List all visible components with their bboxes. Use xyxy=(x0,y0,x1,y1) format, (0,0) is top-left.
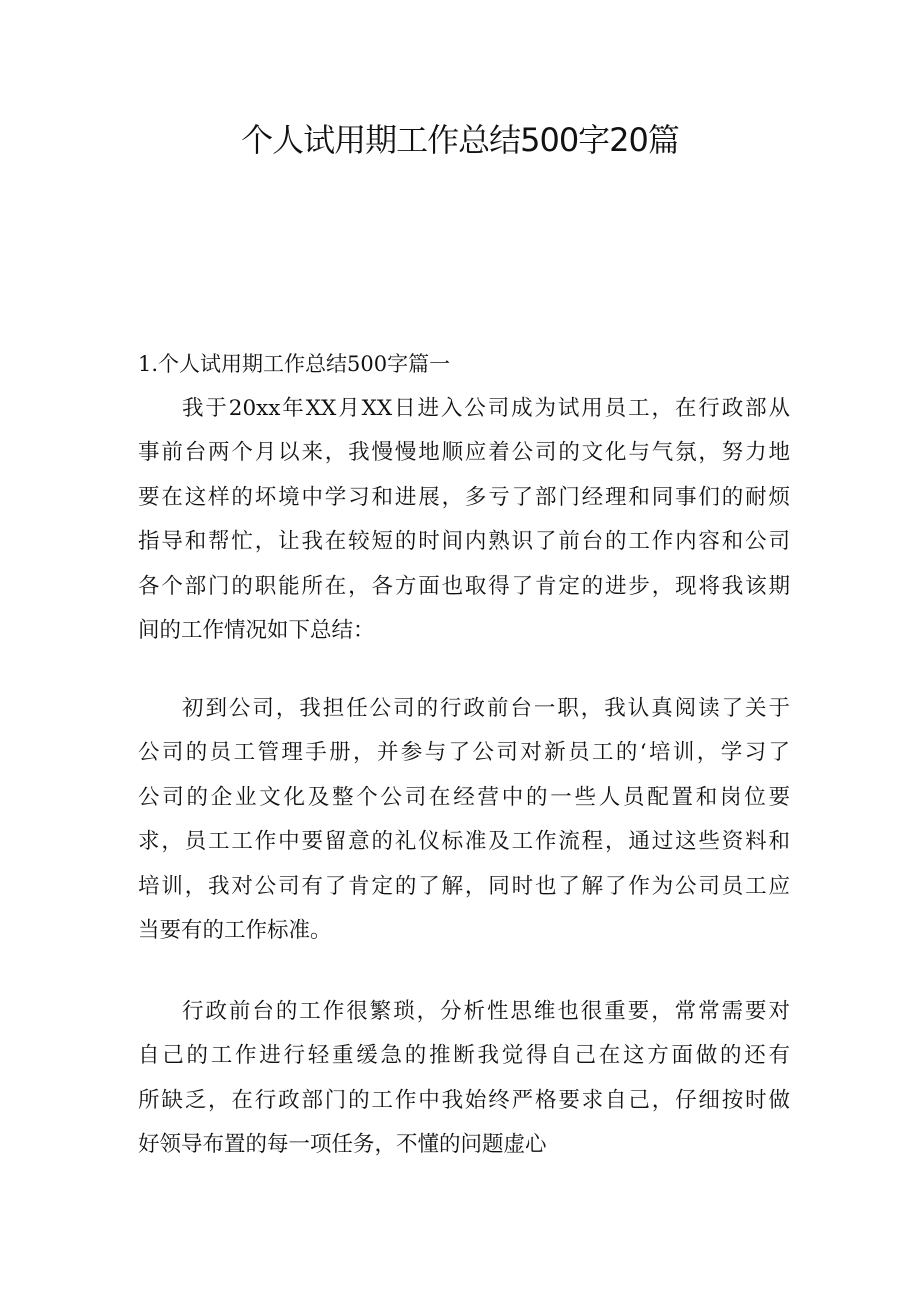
paragraph-line: 我于20xx年XX月XX日进入公司成为试用员工，在行政部从 xyxy=(182,396,790,421)
paragraph-line: 要在这样的坏境中学习和进展，多亏了部门经理和同事们的耐烦 xyxy=(138,484,790,510)
paragraph-line: 求，员工工作中要留意的礼仪标准及工作流程，通过这些资料和 xyxy=(138,829,790,855)
paragraph-3 xyxy=(138,990,790,1168)
paragraph-line: 所缺乏，在行政部门的工作中我始终严格要求自己，仔细按时做 xyxy=(138,1087,790,1113)
paragraph-line: 自己的工作进行轻重缓急的推断我觉得自己在这方面做的还有 xyxy=(138,1043,790,1069)
paragraph-line: 初到公司，我担任公司的行政前台一职，我认真阅读了关于 xyxy=(182,696,790,721)
paragraph-line: 指导和帮忙，让我在较短的时间内熟识了前台的工作内容和公司 xyxy=(138,529,790,555)
document-title: 个人试用期工作总结500字20篇 xyxy=(241,121,679,159)
paragraph-line: 公司的员工管理手册，并参与了公司对新员工的‘培训，学习了 xyxy=(138,740,790,766)
paragraph-line: 培训，我对公司有了肯定的了解，同时也了解了作为公司员工应 xyxy=(138,873,790,899)
paragraph-1 xyxy=(138,387,790,653)
paragraph-line: 行政前台的工作很繁琐，分析性思维也很重要，常常需要对 xyxy=(182,999,790,1024)
paragraph-line: 各个部门的职能所在，各方面也取得了肯定的进步，现将我该期 xyxy=(138,573,790,599)
paragraph-2 xyxy=(138,687,790,953)
paragraph-line: 事前台两个月以来，我慢慢地顺应着公司的文化与气氛，努力地 xyxy=(138,440,790,466)
section-heading: 1.个人试用期工作总结500字篇一 xyxy=(138,352,451,376)
paragraph-line: 间的工作情况如下总结： xyxy=(138,618,375,644)
paragraph-line: 好领导布置的每一项任务，不懂的问题虚心 xyxy=(138,1132,547,1158)
paragraph-line: 当要有的工作标准。 xyxy=(138,918,332,944)
paragraph-line: 公司的企业文化及整个公司在经营中的一些人员配置和岗位要 xyxy=(138,784,790,810)
